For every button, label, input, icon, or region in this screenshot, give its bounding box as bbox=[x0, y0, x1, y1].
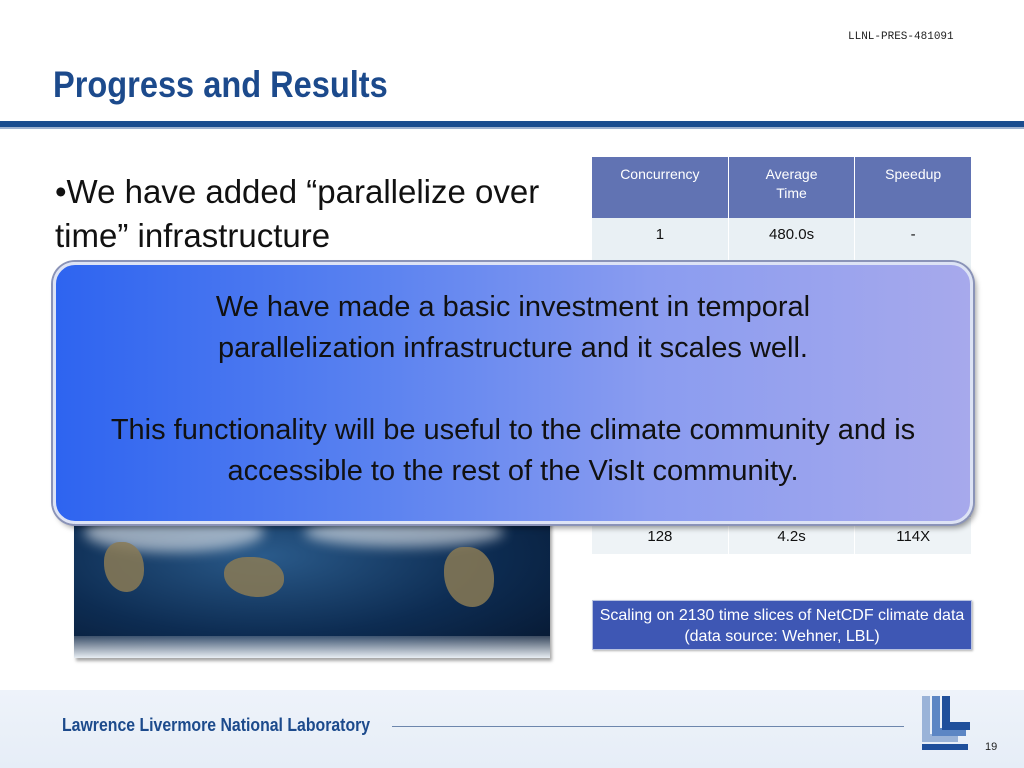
table-cell: - bbox=[855, 218, 972, 278]
footer-rule bbox=[392, 726, 904, 727]
footer-organization: Lawrence Livermore National Laboratory bbox=[62, 715, 371, 735]
table-cell: 114X bbox=[855, 518, 972, 555]
table-cell: 128 bbox=[592, 518, 728, 555]
table-cell: 1 bbox=[592, 218, 728, 278]
title-divider-light bbox=[0, 127, 1024, 129]
summary-callout bbox=[53, 262, 973, 524]
llnl-logo-icon bbox=[918, 694, 972, 752]
table-caption: Scaling on 2130 time slices of NetCDF climate data (data source: Wehner, LBL) bbox=[592, 600, 972, 650]
document-id: LLNL-PRES-481091 bbox=[848, 31, 954, 43]
climate-visualization-image bbox=[74, 512, 550, 658]
column-header-average-time: Average Time bbox=[728, 157, 855, 218]
column-header-concurrency: Concurrency bbox=[592, 157, 728, 218]
table-cell: 4.2s bbox=[728, 518, 855, 555]
table-cell: 480.0s bbox=[728, 218, 855, 278]
callout-text-1: We have made a basic investment in temporal parallelization infrastructure and it scales well. bbox=[215, 291, 811, 364]
slide-title: Progress and Results bbox=[53, 64, 388, 105]
bullet-item: •We have added “parallelize over time” infrastructure bbox=[55, 173, 540, 254]
page-number: 19 bbox=[985, 741, 998, 753]
callout-text-2: This functionality will be useful to the climate community and is accessible to the rest of the VisIt community. bbox=[110, 414, 916, 487]
column-header-speedup: Speedup bbox=[855, 157, 972, 218]
